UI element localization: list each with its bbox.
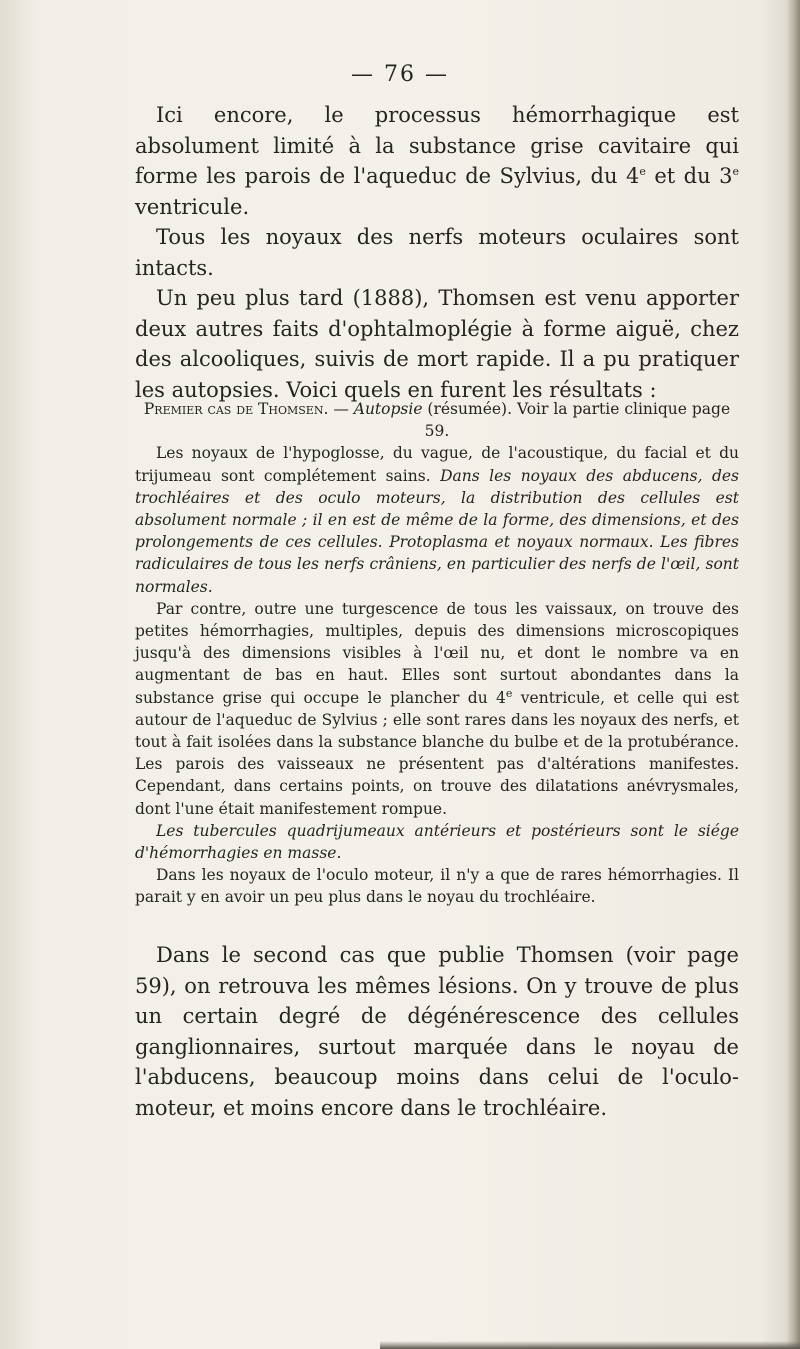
closing-text — [135, 940, 739, 1123]
case-paragraph-2: Par contre, outre une turgescence de tous les vaissaux, on trouve des petites hémorrhagies, multiples, depuis des dimensions microscopiques jusqu'à des dimensions visibles à l'œil nu, et dont le nombre va en augmentant de bas en haut. Elles sont surtout abondantes dans la substance grise qui occupe le plancher du 4e ventricule, et celle qui est autour de l'aqueduc de Sylvius ; elle sont rares dans les noyaux des nerfs, et tout à fait isolées dans la substance blanche du bulbe et de la protubérance. Les parois des vaisseaux ne présentent pas d'altérations manifestes. Cependant, dans certains points, on trouve des dilatations anévrysmales, dont l'une était manifestement rompue. — [135, 599, 739, 818]
intro-paragraph-2: Tous les noyaux des nerfs moteurs oculaires sont intacts. — [135, 225, 739, 280]
page-number: — 76 — — [351, 62, 449, 87]
case-paragraph-3: Les tubercules quadrijumeaux antérieurs et postérieurs sont le siége d'hémorrhagies en masse. — [135, 821, 739, 863]
case-paragraph-4: Dans les noyaux de l'oculo moteur, il n'y a que de rares hémorrhagies. Il parait y en avoir un peu plus dans le noyau du trochléaire. — [135, 866, 739, 907]
page-bottom-shadow — [380, 1341, 800, 1349]
intro-paragraph-3: Un peu plus tard (1888), Thomsen est venu apporter deux autres faits d'ophtalmoplégie à forme aiguë, chez des alcooliques, suivis de mort rapide. Il a pu pratiquer les autopsies. Voici quels en furent les résultats : — [135, 286, 739, 402]
intro-paragraph-1: Ici encore, le processus hémorrhagique est absolument limité à la substance grise cavitaire qui forme les parois de l'aqueduc de Sylvius, du 4e et du 3e ventricule. — [135, 103, 739, 219]
case-paragraph-1: Les noyaux de l'hypoglosse, du vague, de l'acoustique, du facial et du trijumeau sont complétement sains. Dans les noyaux des abducens, des trochléaires et des oculo moteurs, la distribution des cellules est absolument normale ; il en est de même de la forme, des dimensions, et des prolongements de ces cellules. Protoplasma et noyaux normaux. Les fibres radiculaires de tous les nerfs crâniens, en particulier des nerfs de l'œil, sont normales. — [135, 444, 740, 596]
intro-text — [135, 100, 739, 405]
page-edge-shadow — [786, 0, 800, 1349]
closing-paragraph: Dans le second cas que publie Thomsen (voir page 59), on retrouva les mêmes lésions. On y trouve de plus un certain degré de dégénérescence des cellules ganglionnaires, surtout marquée dans le noyau de l'abducens, beaucoup moins dans celui de l'oculo-moteur, et moins encore dans le trochléaire. — [135, 943, 739, 1120]
case-heading: Premier cas de Thomsen. — Autopsie (résumée). Voir la partie clinique page 59. — [143, 400, 731, 441]
case-report — [135, 398, 739, 909]
